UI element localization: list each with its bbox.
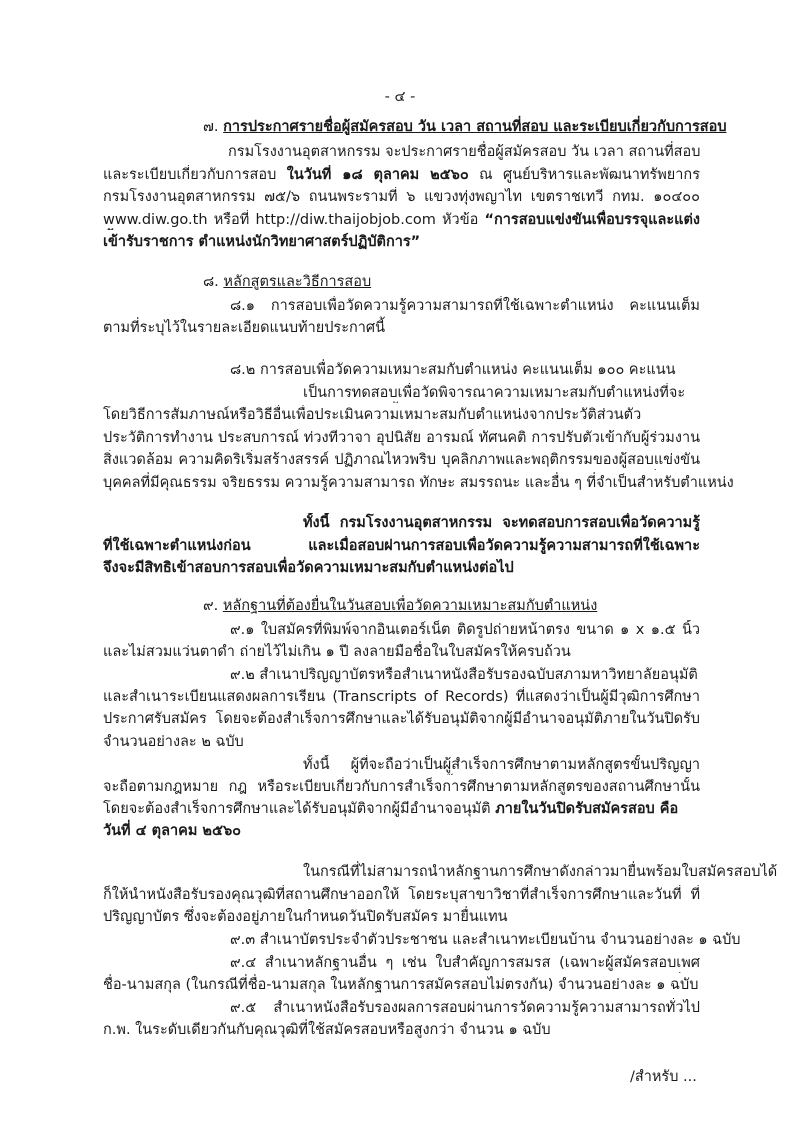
text-line bbox=[103, 428, 700, 448]
text-segment: และระเบียบเกี่ยวกับการสอบ bbox=[103, 167, 287, 183]
text-segment: ก็ให้นำหนังสือรับรองคุณวุฒิที่สถานศึกษาออกให้ โดยระบุสาขาวิชาที่สำเร็จการศึกษาและวันที่ ที่ bbox=[103, 887, 700, 903]
text-line bbox=[230, 360, 676, 380]
text-line bbox=[230, 665, 698, 685]
text-segment: ทั้งนี้ กรมโรงงานอุตสาหกรรม จะทดสอบการสอบเพื่อวัดความรู้ bbox=[303, 515, 700, 531]
text-line bbox=[203, 596, 597, 616]
text-segment: และไม่สวมแว่นตาดำ ถ่ายไว้ไม่เกิน ๑ ปี ลงลายมือชื่อในใบสมัครให้ครบถ้วน bbox=[103, 644, 571, 660]
text-line bbox=[103, 210, 700, 230]
text-segment: ๙.๒ สำเนาปริญญาบัตรหรือสำเนาหนังสือรับรองฉบับสภามหาวิทยาลัยอนุมัติ bbox=[230, 667, 698, 683]
text-line bbox=[303, 383, 700, 403]
text-segment: กรมโรงงานอุตสาหกรรม จะประกาศรายชื่อผู้สมัครสอบ วัน เวลา สถานที่สอบ bbox=[228, 144, 701, 160]
text-segment: ในกรณีที่ไม่สามารถนำหลักฐานการศึกษาดังกล่าวมายื่นพร้อมใบสมัครสอบได้ bbox=[303, 864, 778, 880]
text-line bbox=[103, 318, 385, 338]
text-line bbox=[103, 799, 678, 819]
text-segment: ๙.๕ สำเนาหนังสือรับรองผลการสอบผ่านการวัดความรู้ความสามารถทั่วไป bbox=[230, 1000, 700, 1016]
text-line bbox=[103, 642, 571, 662]
text-segment: “การสอบแข่งขันเพื่อบรรจุและแต่ง bbox=[484, 212, 700, 228]
text-segment: ภายในวันปิดรับสมัครสอบ คือ bbox=[495, 801, 679, 817]
text-line bbox=[103, 821, 241, 841]
text-segment: ทั้งนี้ ผู้ที่จะถือว่าเป็นผู้สำเร็จการศึกษาตามหลักสูตรขั้นปริญญา bbox=[303, 757, 700, 773]
text-segment: จึงจะมีสิทธิเข้าสอบการสอบเพื่อวัดความเหมาะสมกับตำแหน่งต่อไป bbox=[103, 560, 514, 576]
section-heading: การประกาศรายชื่อผู้สมัครสอบ วัน เวลา สถานที่สอบ และระเบียบเกี่ยวกับการสอบ bbox=[223, 119, 727, 135]
text-line bbox=[230, 953, 700, 973]
text-line bbox=[303, 755, 700, 775]
text-line bbox=[203, 117, 727, 137]
text-segment: ก.พ. ในระดับเดียวกันกับคุณวุฒิที่ใช้สมัครสอบหรือสูงกว่า จำนวน ๑ ฉบับ bbox=[103, 1022, 551, 1038]
text-line bbox=[103, 187, 700, 207]
text-line bbox=[303, 513, 700, 533]
text-segment: เข้ารับราชการ ตำแหน่งนักวิทยาศาสตร์ปฏิบัติการ” bbox=[103, 234, 421, 250]
text-segment: ๙.๔ สำเนาหลักฐานอื่น ๆ เช่น ใบสำคัญการสมรส (เฉพาะผู้สมัครสอบเพศ bbox=[230, 955, 700, 971]
text-segment: ในวันที่ ๑๘ ตุลาคม ๒๕๖๐ bbox=[286, 167, 469, 183]
text-line bbox=[103, 558, 514, 578]
text-segment: จำนวนอย่างละ ๒ ฉบับ bbox=[103, 734, 244, 750]
text-line bbox=[103, 232, 420, 252]
text-segment: http://diw.thaijobjob.com หัวข้อ bbox=[249, 212, 485, 228]
text-segment: และสำเนาระเบียนแสดงผลการเรียน (Transcripts of Records) ที่แสดงว่าเป็นผู้มีวุฒิการศึกษา bbox=[103, 689, 700, 705]
text-segment: ๗. bbox=[203, 119, 224, 135]
text-line bbox=[230, 296, 700, 316]
text-segment: จะถือตามกฎหมาย กฎ หรือระเบียบเกี่ยวกับการสำเร็จการศึกษาตามหลักสูตรของสถานศึกษานั้น bbox=[103, 779, 700, 795]
text-line bbox=[203, 272, 371, 292]
text-segment: www.diw.go.th bbox=[103, 212, 214, 228]
text-segment: บุคคลที่มีคุณธรรม จริยธรรม ความรู้ความสามารถ ทักษะ สมรรถนะ และอื่น ๆ ที่จำเป็นสำหรับตำแหน่ง bbox=[103, 475, 734, 491]
text-segment: ที่ใช้เฉพาะตำแหน่งก่อน และเมื่อสอบผ่านการสอบเพื่อวัดความรู้ความสามารถที่ใช้เฉพาะ bbox=[103, 538, 700, 554]
text-segment: ปริญญาบัตร ซึ่งจะต้องอยู่ภายในกำหนดวันปิดรับสมัคร มายื่นแทน bbox=[103, 909, 508, 925]
text-segment: ๙.๓ สำเนาบัตรประจำตัวประชาชน และสำเนาทะเบียนบ้าน จำนวนอย่างละ ๑ ฉบับ bbox=[230, 932, 741, 948]
continuation-note: /สำหรับ ... bbox=[630, 1069, 697, 1085]
text-line bbox=[103, 777, 700, 797]
text-line bbox=[103, 536, 700, 556]
page-number: - ๔ - bbox=[384, 89, 416, 105]
text-line bbox=[103, 1020, 551, 1040]
text-segment: หรือที่ bbox=[213, 212, 250, 228]
text-segment: ๘.๒ การสอบเพื่อวัดความเหมาะสมกับตำแหน่ง คะแนนเต็ม ๑๐๐ คะแนน bbox=[230, 362, 676, 378]
text-line bbox=[103, 709, 700, 729]
text-line bbox=[230, 998, 700, 1018]
text-line bbox=[103, 885, 700, 905]
text-segment: ๙.๑ ใบสมัครที่พิมพ์จากอินเตอร์เน็ต ติดรูปถ่ายหน้าตรง ขนาด ๑ x ๑.๕ นิ้ว bbox=[230, 622, 700, 638]
text-segment: ประวัติการทำงาน ประสบการณ์ ท่วงทีวาจา อุปนิสัย อารมณ์ ทัศนคติ การปรับตัวเข้ากับผู้ร่วมงาน bbox=[103, 430, 700, 446]
text-segment: ชื่อ-นามสกุล (ในกรณีที่ชื่อ-นามสกุล ในหลักฐานการสมัครสอบไม่ตรงกัน) จำนวนอย่างละ ๑ ฉบับ bbox=[103, 977, 699, 993]
text-line bbox=[230, 620, 700, 640]
text-line bbox=[103, 687, 700, 707]
text-line bbox=[303, 862, 777, 882]
text-segment: ๘.๑ การสอบเพื่อวัดความรู้ความสามารถที่ใช้เฉพาะตำแหน่ง คะแนนเต็ม bbox=[230, 298, 700, 314]
text-line bbox=[103, 732, 244, 752]
text-line bbox=[230, 930, 740, 950]
text-line bbox=[103, 473, 734, 493]
text-line bbox=[103, 975, 698, 995]
text-segment: ตามที่ระบุไว้ในรายละเอียดแนบท้ายประกาศนี้ bbox=[103, 320, 386, 336]
text-segment: ณ ศูนย์บริหารและพัฒนาทรัพยากร bbox=[479, 167, 700, 183]
text-line bbox=[103, 450, 700, 470]
text-segment: โดยจะต้องสำเร็จการศึกษาและได้รับอนุมัติจากผู้มีอำนาจอนุมัติ bbox=[103, 801, 496, 817]
text-segment: ๘. bbox=[203, 274, 224, 290]
text-line bbox=[103, 405, 700, 425]
text-segment: โดยวิธีการสัมภาษณ์หรือวิธีอื่นเพื่อประเมินความเหมาะสมกับตำแหน่งจากประวัติส่วนตัว bbox=[103, 407, 642, 423]
text-segment: วันที่ ๔ ตุลาคม ๒๕๖๐ bbox=[103, 823, 242, 839]
text-line bbox=[228, 142, 700, 162]
text-segment: ประกาศรับสมัคร โดยจะต้องสำเร็จการศึกษาและได้รับอนุมัติจากผู้มีอำนาจอนุมัติภายในวันปิดรับ bbox=[103, 711, 700, 727]
text-segment: ๙. bbox=[203, 598, 223, 614]
text-segment: กรมโรงงานอุตสาหกรรม ๗๕/๖ ถนนพระรามที่ ๖ แขวงทุ่งพญาไท เขตราชเทวี กทม. ๑๐๔๐๐ bbox=[103, 189, 700, 205]
section-heading: หลักฐานที่ต้องยื่นในวันสอบเพื่อวัดความเหมาะสมกับตำแหน่ง bbox=[222, 598, 598, 614]
text-segment: เป็นการทดสอบเพื่อวัดพิจารณาความเหมาะสมกับตำแหน่งที่จะ bbox=[303, 385, 686, 401]
text-line bbox=[103, 165, 700, 185]
text-segment: สิ่งแวดล้อม ความคิดริเริ่มสร้างสรรค์ ปฏิภาณไหวพริบ บุคลิกภาพและพฤติกรรมของผู้สอบแข่งขัน bbox=[103, 452, 700, 468]
text-line bbox=[103, 907, 508, 927]
section-heading: หลักสูตรและวิธีการสอบ bbox=[223, 274, 372, 290]
